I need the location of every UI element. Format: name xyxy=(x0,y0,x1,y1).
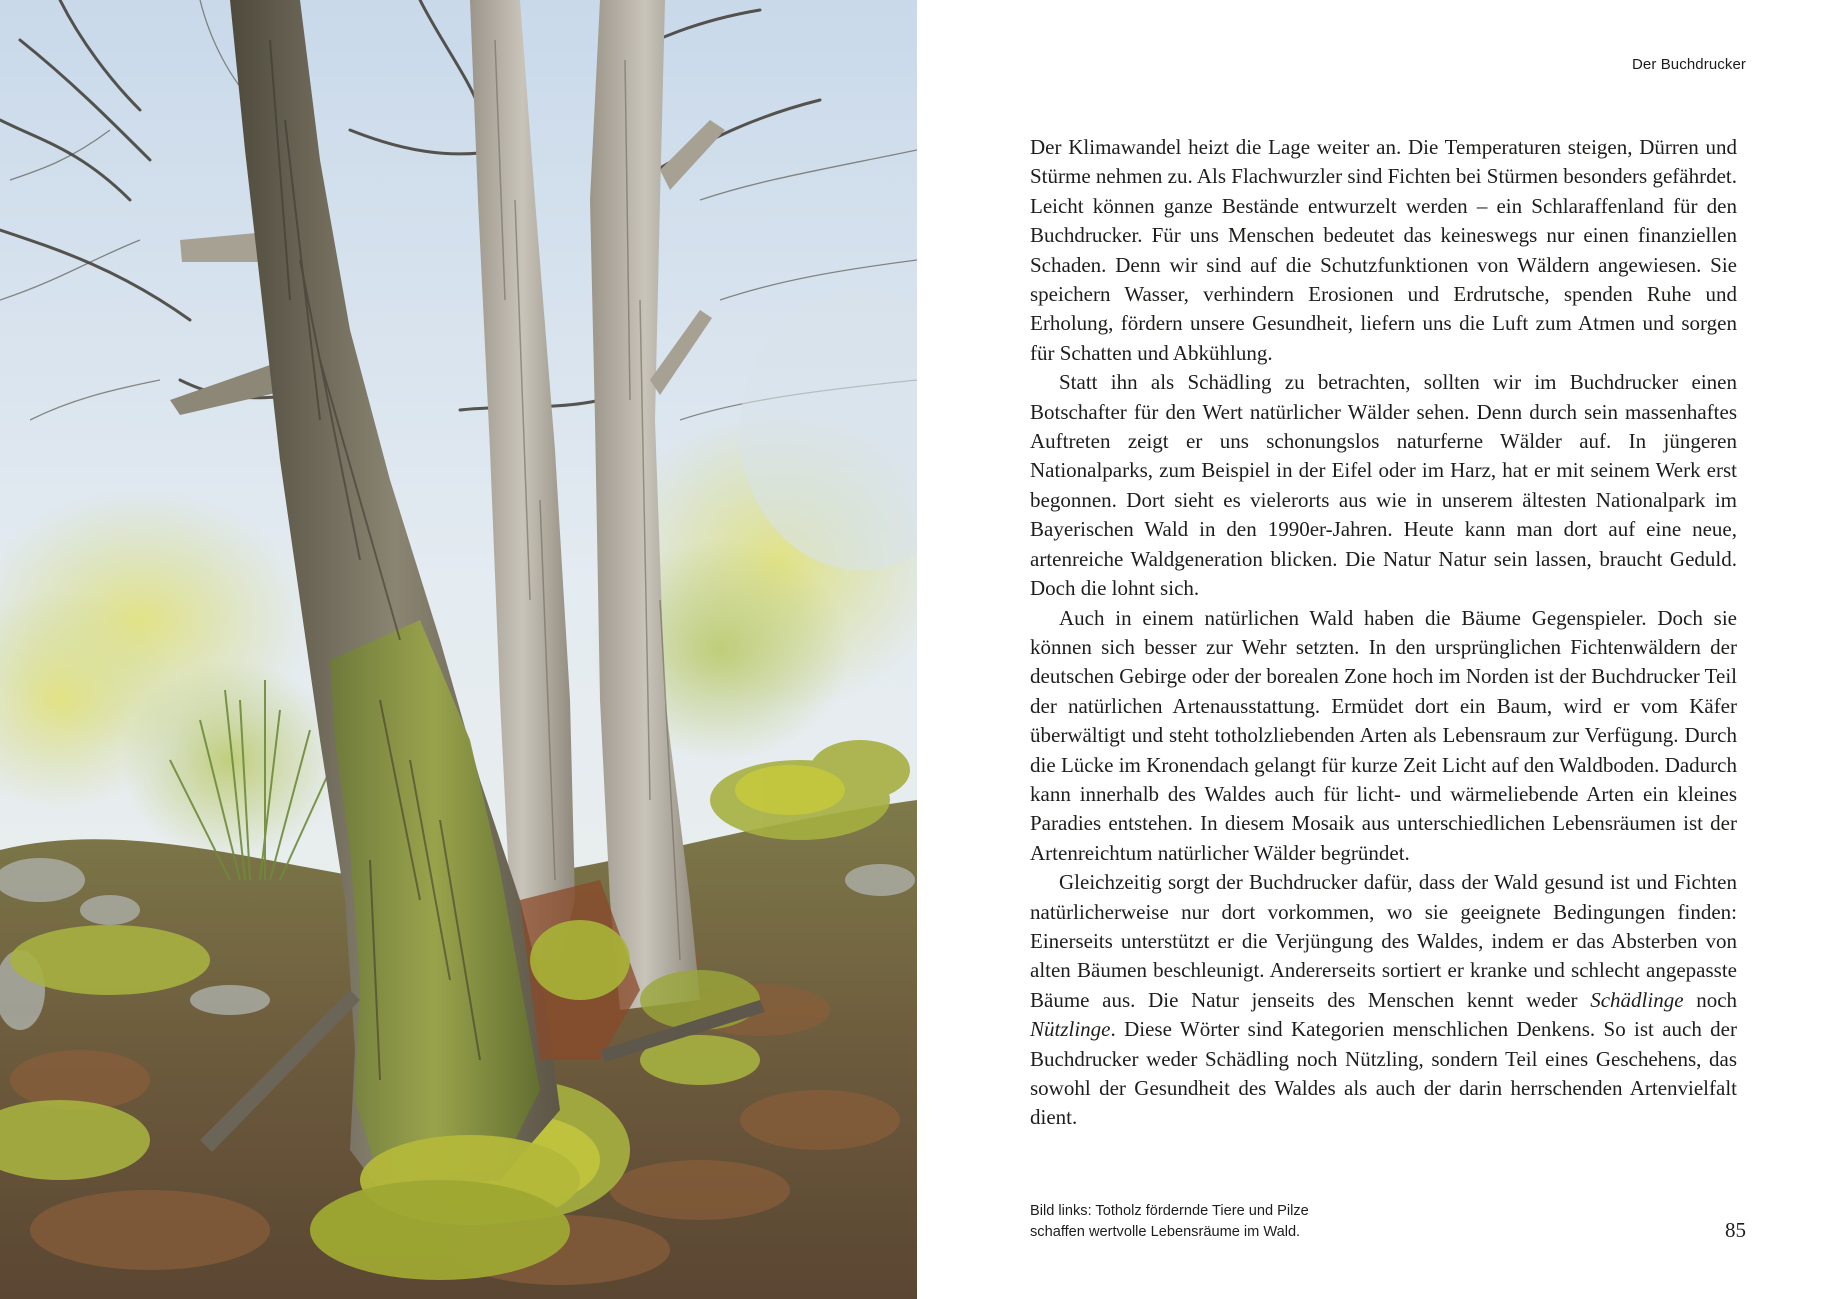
paragraph: Auch in einem natürlichen Wald haben die Bäume Gegenspieler. Doch sie können sich besser zur Wehr setzten. In den ursprünglichen Fichtenwäldern der deutschen Gebirge oder der borealen Zone hoch im Norden ist der Buchdrucker Teil der natürlichen Artenausstattung. Ermüdet dort ein Baum, wird er vom Käfer überwältigt und steht totholzliebenden Arten als Lebensraum zur Verfügung. Durch die Lücke im Kronendach gelangt für kurze Zeit Licht auf den Waldboden. Dadurch kann innerhalb des Waldes auch für licht- und wärmeliebende Arten ein kleines Paradies entstehen. In diesem Mosaik aus unterschiedlichen Lebensräumen ist der Artenreichtum natürlicher Wälder begründet. xyxy=(1030,605,1737,865)
emphasis-nuetzlinge: Nützlinge xyxy=(1030,1017,1111,1042)
page-number: 85 xyxy=(1725,1218,1746,1242)
paragraph-last-end: . Diese Wörter sind Kategorien menschlichen Denkens. So ist auch der Buchdrucker weder Schädling noch Nützling, sondern Teil eines Geschehens, das sowohl der Gesundheit des Waldes als auch der darin herrschenden Artenvielfalt dient. xyxy=(1030,1017,1737,1130)
body-text xyxy=(1030,133,1737,1133)
paragraph-last xyxy=(1030,868,1737,1133)
paragraph-last-mid: noch xyxy=(1696,987,1738,1012)
caption-line: Bild links: Totholz fördernde Tiere und Pilze xyxy=(1030,1203,1309,1219)
paragraph: Der Klimawandel heizt die Lage weiter an. Die Temperaturen steigen, Dürren und Stürme nehmen zu. Als Flachwurzler sind Fichten bei Stürmen besonders gefährdet. Leicht können ganze Bestände entwurzelt werden – ein Schlaraffenland für den Buchdrucker. Für uns Menschen bedeutet das keineswegs nur einen finanziellen Schaden. Denn wir sind auf die Schutzfunktionen von Wäldern angewiesen. Sie speichern Wasser, verhindern Erosionen und Erdrutsche, spenden Ruhe und Erholung, fördern unsere Gesundheit, liefern uns die Luft zum Atmen und sorgen für Schatten und Abkühlung. xyxy=(1030,135,1737,365)
emphasis-schaedlinge: Schädlinge xyxy=(1590,987,1684,1012)
text-page xyxy=(917,0,1831,1299)
caption-line: schaffen wertvolle Lebensräume im Wald. xyxy=(1030,1224,1301,1240)
paragraph: Statt ihn als Schädling zu betrachten, sollten wir im Buchdrucker einen Botschafter für den Wert natürlicher Wälder sehen. Denn durch sein massenhaftes Auftreten zeigt er uns schonungslos naturferne Wälder auf. In jüngeren Nationalparks, zum Beispiel in der Eifel oder im Harz, hat er mit seinem Werk erst begonnen. Dort sieht es vielerorts aus wie in unserem ältesten Nationalpark im Bayerischen Wald in den 1990er-Jahren. Heute kann man dort auf eine neue, artenreiche Waldgeneration blicken. Die Natur Natur sein lassen, braucht Geduld. Doch die lohnt sich. xyxy=(1030,370,1737,601)
paragraph-last-start: Gleichzeitig sorgt der Buchdrucker dafür, dass der Wald gesund ist und Fichten natürlicherweise nur dort vorkommen, wo sie geeignete Bedingungen finden: Einerseits unterstützt er die Verjüngung des Waldes, indem er das Absterben von alten Bäumen beschleunigt. Andererseits sortiert er kranke und schlecht angepasste Bäume aus. Die Natur jenseits des Menschen kennt weder xyxy=(1030,870,1737,1012)
running-head: Der Buchdrucker xyxy=(1631,56,1746,73)
photo-caption xyxy=(1030,1201,1360,1243)
